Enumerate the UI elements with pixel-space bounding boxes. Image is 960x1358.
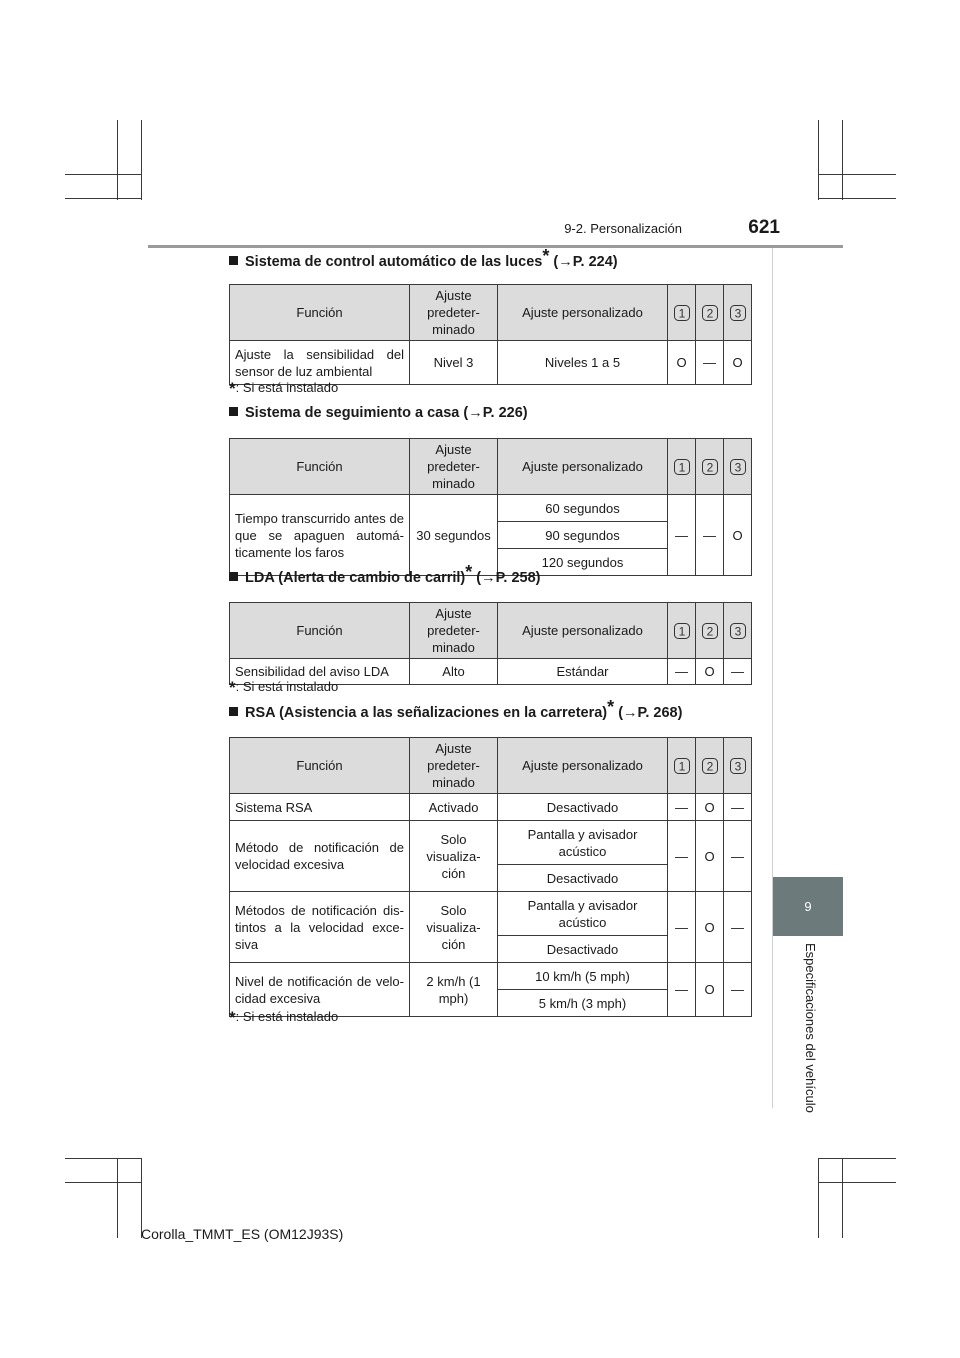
page-reference: (→P. 226) — [463, 405, 528, 421]
chapter-number: 9 — [804, 899, 812, 914]
number-3-icon — [724, 439, 752, 495]
header-function: Función — [230, 439, 410, 495]
square-bullet-icon — [229, 707, 238, 716]
header-custom: Ajuste personalizado — [498, 439, 668, 495]
settings-table — [229, 438, 752, 576]
section-title: 9-2. Personalización — [564, 221, 682, 236]
table-row: 120 segundos — [230, 549, 752, 576]
section-heading: LDA (Alerta de cambio de carril)* (→P. 258) — [229, 570, 541, 586]
chapter-tab — [773, 877, 843, 936]
svg-text:1: 1 — [678, 624, 686, 639]
number-3-icon — [724, 603, 752, 659]
footnote: *: Si está instalado — [229, 1008, 339, 1027]
svg-text:1: 1 — [678, 306, 686, 321]
page-number: 621 — [748, 217, 780, 238]
table-row: Método de notificación de velocidad excesiva Solo visualiza-ción Pantalla y avisador acústico — O — — [230, 821, 752, 865]
svg-text:3: 3 — [734, 306, 742, 321]
number-1-icon — [668, 285, 696, 341]
header-default: Ajuste predeter-minado — [410, 439, 498, 495]
header-function: Función — [230, 285, 410, 341]
section-heading: RSA (Asistencia a las señalizaciones en la carretera)* (→P. 268) — [229, 705, 682, 721]
page-reference: (→P. 258) — [476, 570, 541, 586]
number-1-icon — [668, 439, 696, 495]
square-bullet-icon — [229, 407, 238, 416]
table-row: Sensibilidad del aviso LDA Alto Estándar — O — — [230, 659, 752, 685]
settings-table — [229, 737, 752, 1017]
table-row: Sistema RSA Activado Desactivado — O — — [230, 794, 752, 821]
header-default: Ajuste predeter-minado — [410, 738, 498, 794]
settings-table — [229, 284, 752, 385]
page-reference: (→P. 224) — [553, 254, 618, 270]
svg-text:2: 2 — [706, 759, 714, 774]
number-3-icon — [724, 285, 752, 341]
header-function: Función — [230, 738, 410, 794]
table-row: Métodos de notificación dis-tintos a la velocidad exce-siva Solo visualiza-ción Pantalla y avisador acústico — O — — [230, 892, 752, 936]
header-default: Ajuste predeter-minado — [410, 603, 498, 659]
number-1-icon — [668, 603, 696, 659]
number-2-icon — [696, 738, 724, 794]
svg-text:2: 2 — [706, 306, 714, 321]
chapter-label: Especificaciones del vehículo — [803, 943, 818, 1113]
svg-text:3: 3 — [734, 759, 742, 774]
svg-text:3: 3 — [734, 624, 742, 639]
section-heading: Sistema de control automático de las luces* (→P. 224) — [229, 254, 618, 270]
svg-text:3: 3 — [734, 460, 742, 475]
footnote: *: Si está instalado — [229, 379, 339, 398]
table-header-row — [230, 738, 752, 794]
table-row: Desactivado — [230, 865, 752, 892]
svg-text:1: 1 — [678, 759, 686, 774]
number-2-icon — [696, 285, 724, 341]
header-custom: Ajuste personalizado — [498, 285, 668, 341]
header-divider — [148, 245, 843, 248]
side-divider — [772, 248, 773, 1108]
number-1-icon — [668, 738, 696, 794]
table-header-row — [230, 603, 752, 659]
header-default: Ajuste predeter-minado — [410, 285, 498, 341]
settings-table — [229, 602, 752, 685]
svg-text:1: 1 — [678, 460, 686, 475]
square-bullet-icon — [229, 256, 238, 265]
number-3-icon — [724, 738, 752, 794]
header-custom: Ajuste personalizado — [498, 603, 668, 659]
table-header-row — [230, 439, 752, 495]
square-bullet-icon — [229, 572, 238, 581]
table-row: 5 km/h (3 mph) — [230, 990, 752, 1017]
model-code: Corolla_TMMT_ES (OM12J93S) — [141, 1226, 344, 1242]
table-row: Tiempo transcurrido antes de que se apaguen automá-ticamente los faros 30 segundos 60 segundos — — O — [230, 495, 752, 522]
svg-text:2: 2 — [706, 624, 714, 639]
table-row: Nivel de notificación de velo-cidad excesiva 2 km/h (1 mph) 10 km/h (5 mph) — O — — [230, 963, 752, 990]
table-row: Ajuste la sensibilidad del sensor de luz ambiental Nivel 3 Niveles 1 a 5 O — O — [230, 341, 752, 385]
table-header-row — [230, 285, 752, 341]
page-reference: (→P. 268) — [618, 705, 683, 721]
section-heading: Sistema de seguimiento a casa (→P. 226) — [229, 405, 528, 421]
header-function: Función — [230, 603, 410, 659]
svg-text:2: 2 — [706, 460, 714, 475]
table-row: Desactivado — [230, 936, 752, 963]
header-custom: Ajuste personalizado — [498, 738, 668, 794]
footnote: *: Si está instalado — [229, 678, 339, 697]
table-row: 90 segundos — [230, 522, 752, 549]
number-2-icon — [696, 439, 724, 495]
number-2-icon — [696, 603, 724, 659]
